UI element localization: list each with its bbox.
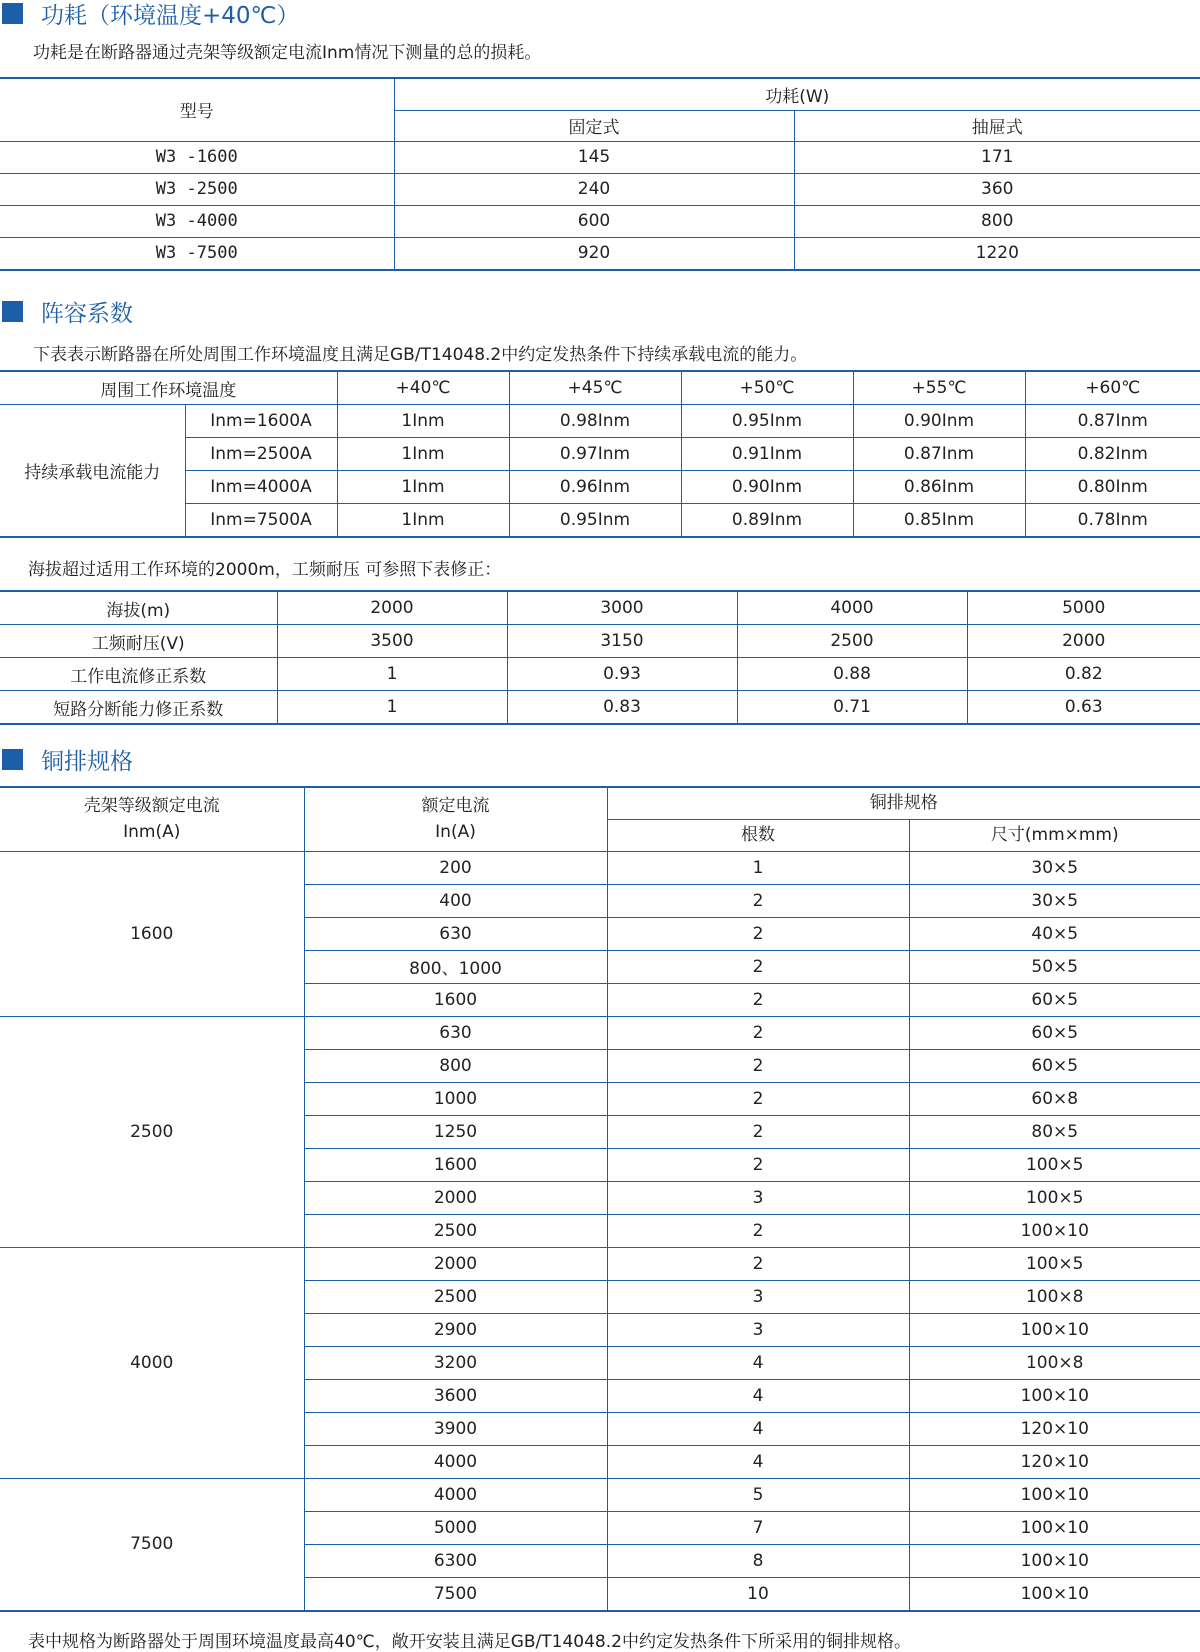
count-cell: 2 [607,1082,909,1115]
value-cell: 0.80Inm [1025,471,1200,504]
table-row [0,405,1200,438]
rated-cell: 7500 [304,1577,607,1611]
rated-cell: 630 [304,917,607,950]
size-cell: 100×10 [909,1577,1200,1611]
rated-cell: 2000 [304,1181,607,1214]
drawout-cell: 171 [794,141,1200,173]
frame-cell: 1600 [0,851,304,1016]
rated-cell: 4000 [304,1478,607,1511]
value-cell: 1Inm [337,438,509,471]
size-cell: 120×10 [909,1412,1200,1445]
col-header-rated-line2: In(A) [435,822,476,843]
count-cell: 7 [607,1511,909,1544]
value-cell: 0.63 [967,691,1200,725]
count-cell: 2 [607,884,909,917]
rated-cell: 5000 [304,1511,607,1544]
count-cell: 3 [607,1181,909,1214]
value-cell: 0.71 [737,691,967,725]
value-cell: 0.98Inm [509,405,681,438]
square-bullet-icon [2,301,23,322]
fixed-cell: 240 [394,173,794,205]
table-row [0,625,1200,658]
size-cell: 120×10 [909,1445,1200,1478]
col-header-frame-line1: 壳架等级额定电流 [83,796,220,817]
size-cell: 60×5 [909,983,1200,1016]
value-cell: 0.83 [507,691,737,725]
col-header-power: 功耗(W) [394,78,1200,110]
busbar-table [0,786,1200,1612]
section-heading-power-loss [0,0,299,28]
frame-cell: 7500 [0,1478,304,1611]
rated-cell: 200 [304,851,607,884]
value-cell: 0.87Inm [1025,405,1200,438]
altitude-table [0,590,1200,725]
table-row [0,1247,1200,1280]
col-header-count: 根数 [607,819,909,851]
value-cell: 1 [277,658,507,691]
header-temp-50: +50℃ [681,371,853,405]
table-row [0,1478,1200,1511]
rated-cell: 2900 [304,1313,607,1346]
size-cell: 60×5 [909,1016,1200,1049]
size-cell: 100×8 [909,1280,1200,1313]
model-cell: W3 -4000 [0,205,394,237]
size-cell: 100×10 [909,1511,1200,1544]
size-cell: 80×5 [909,1115,1200,1148]
value-cell: 4000 [737,591,967,625]
header-temp-55: +55℃ [853,371,1025,405]
table-row [0,851,1200,884]
row-label: 短路分断能力修正系数 [0,691,277,725]
value-cell: 3000 [507,591,737,625]
count-cell: 8 [607,1544,909,1577]
count-cell: 5 [607,1478,909,1511]
value-cell: 0.85Inm [853,504,1025,538]
table-row [0,658,1200,691]
section-heading-derating [0,296,133,326]
rated-cell: 630 [304,1016,607,1049]
fixed-cell: 145 [394,141,794,173]
table-row [0,173,1200,205]
drawout-cell: 360 [794,173,1200,205]
col-header-fixed: 固定式 [394,110,794,141]
section-heading-busbar [0,744,133,774]
value-cell: 0.90Inm [681,471,853,504]
col-header-frame [0,787,304,851]
size-cell: 60×8 [909,1082,1200,1115]
count-cell: 4 [607,1379,909,1412]
value-cell: 0.96Inm [509,471,681,504]
header-temp-45: +45℃ [509,371,681,405]
size-cell: 100×10 [909,1478,1200,1511]
value-cell: 2000 [277,591,507,625]
row-label: Inm=4000A [185,471,337,504]
row-label: 海拔(m) [0,591,277,625]
count-cell: 2 [607,1148,909,1181]
size-cell: 100×10 [909,1214,1200,1247]
size-cell: 100×8 [909,1346,1200,1379]
size-cell: 100×10 [909,1313,1200,1346]
table-row [0,1016,1200,1049]
derating-table [0,370,1200,538]
count-cell: 1 [607,851,909,884]
size-cell: 100×5 [909,1247,1200,1280]
col-header-size: 尺寸(mm×mm) [909,819,1200,851]
table-row [0,205,1200,237]
col-header-model: 型号 [0,78,394,141]
size-cell: 50×5 [909,950,1200,983]
row-label: 工频耐压(V) [0,625,277,658]
table-row [0,237,1200,270]
rated-cell: 2500 [304,1280,607,1313]
count-cell: 4 [607,1412,909,1445]
size-cell: 60×5 [909,1049,1200,1082]
rated-cell: 400 [304,884,607,917]
rated-cell: 6300 [304,1544,607,1577]
rated-cell: 1600 [304,983,607,1016]
frame-cell: 4000 [0,1247,304,1478]
value-cell: 2500 [737,625,967,658]
fixed-cell: 600 [394,205,794,237]
model-cell: W3 -1600 [0,141,394,173]
value-cell: 0.91Inm [681,438,853,471]
value-cell: 1 [277,691,507,725]
rated-cell: 800 [304,1049,607,1082]
rated-cell: 3600 [304,1379,607,1412]
count-cell: 3 [607,1280,909,1313]
size-cell: 100×5 [909,1181,1200,1214]
value-cell: 0.90Inm [853,405,1025,438]
header-temp-40: +40℃ [337,371,509,405]
derating-description: 下表表示断路器在所处周围工作环境温度且满足GB/T14048.2中约定发热条件下持续承载电流的能力。 [33,345,808,365]
power-loss-description: 功耗是在断路器通过壳架等级额定电流Inm情况下测量的总的损耗。 [33,43,542,63]
row-label: Inm=2500A [185,438,337,471]
value-cell: 2000 [967,625,1200,658]
size-cell: 100×5 [909,1148,1200,1181]
model-cell: W3 -2500 [0,173,394,205]
value-cell: 0.86Inm [853,471,1025,504]
frame-cell: 2500 [0,1016,304,1247]
count-cell: 3 [607,1313,909,1346]
rated-cell: 3900 [304,1412,607,1445]
table-row [0,141,1200,173]
col-header-frame-line2: Inm(A) [123,822,181,843]
col-header-busbar: 铜排规格 [607,787,1200,819]
size-cell: 30×5 [909,851,1200,884]
rated-cell: 2500 [304,1214,607,1247]
table-row [0,371,1200,405]
value-cell: 0.95Inm [681,405,853,438]
rated-cell: 2000 [304,1247,607,1280]
value-cell: 0.88 [737,658,967,691]
count-cell: 2 [607,950,909,983]
altitude-description: 海拔超过适用工作环境的2000m，工频耐压 可参照下表修正： [28,560,502,580]
size-cell: 100×10 [909,1544,1200,1577]
col-header-rated [304,787,607,851]
count-cell: 2 [607,917,909,950]
power-loss-table [0,77,1200,271]
value-cell: 0.89Inm [681,504,853,538]
value-cell: 0.87Inm [853,438,1025,471]
value-cell: 0.82 [967,658,1200,691]
row-label: 工作电流修正系数 [0,658,277,691]
size-cell: 40×5 [909,917,1200,950]
count-cell: 2 [607,1247,909,1280]
value-cell: 1Inm [337,405,509,438]
model-cell: W3 -7500 [0,237,394,270]
col-header-drawout: 抽屉式 [794,110,1200,141]
count-cell: 2 [607,1115,909,1148]
square-bullet-icon [2,3,23,24]
table-row [0,591,1200,625]
value-cell: 3150 [507,625,737,658]
value-cell: 0.95Inm [509,504,681,538]
header-temperature: 周围工作环境温度 [0,371,337,405]
value-cell: 5000 [967,591,1200,625]
heading-text: 阵容系数 [41,300,133,327]
rated-cell: 1000 [304,1082,607,1115]
count-cell: 2 [607,983,909,1016]
size-cell: 100×10 [909,1379,1200,1412]
drawout-cell: 800 [794,205,1200,237]
rated-cell: 4000 [304,1445,607,1478]
rated-cell: 3200 [304,1346,607,1379]
row-label: Inm=7500A [185,504,337,538]
count-cell: 4 [607,1346,909,1379]
count-cell: 10 [607,1577,909,1611]
count-cell: 2 [607,1214,909,1247]
value-cell: 1Inm [337,504,509,538]
count-cell: 4 [607,1445,909,1478]
value-cell: 1Inm [337,471,509,504]
rated-cell: 1600 [304,1148,607,1181]
drawout-cell: 1220 [794,237,1200,270]
row-label: Inm=1600A [185,405,337,438]
size-cell: 30×5 [909,884,1200,917]
rated-cell: 1250 [304,1115,607,1148]
header-temp-60: +60℃ [1025,371,1200,405]
value-cell: 3500 [277,625,507,658]
table-row [0,691,1200,725]
heading-text: 功耗（环境温度+40℃） [41,2,300,29]
busbar-note: 表中规格为断路器处于周围环境温度最高40℃，敞开安装且满足GB/T14048.2中约定发热条件下所采用的铜排规格。 [28,1632,911,1652]
value-cell: 0.78Inm [1025,504,1200,538]
rated-cell: 800、1000 [304,950,607,983]
value-cell: 0.82Inm [1025,438,1200,471]
value-cell: 0.97Inm [509,438,681,471]
square-bullet-icon [2,749,23,770]
value-cell: 0.93 [507,658,737,691]
group-label: 持续承载电流能力 [0,405,185,538]
heading-text: 铜排规格 [41,748,133,775]
count-cell: 2 [607,1049,909,1082]
count-cell: 2 [607,1016,909,1049]
fixed-cell: 920 [394,237,794,270]
col-header-rated-line1: 额定电流 [421,796,490,817]
